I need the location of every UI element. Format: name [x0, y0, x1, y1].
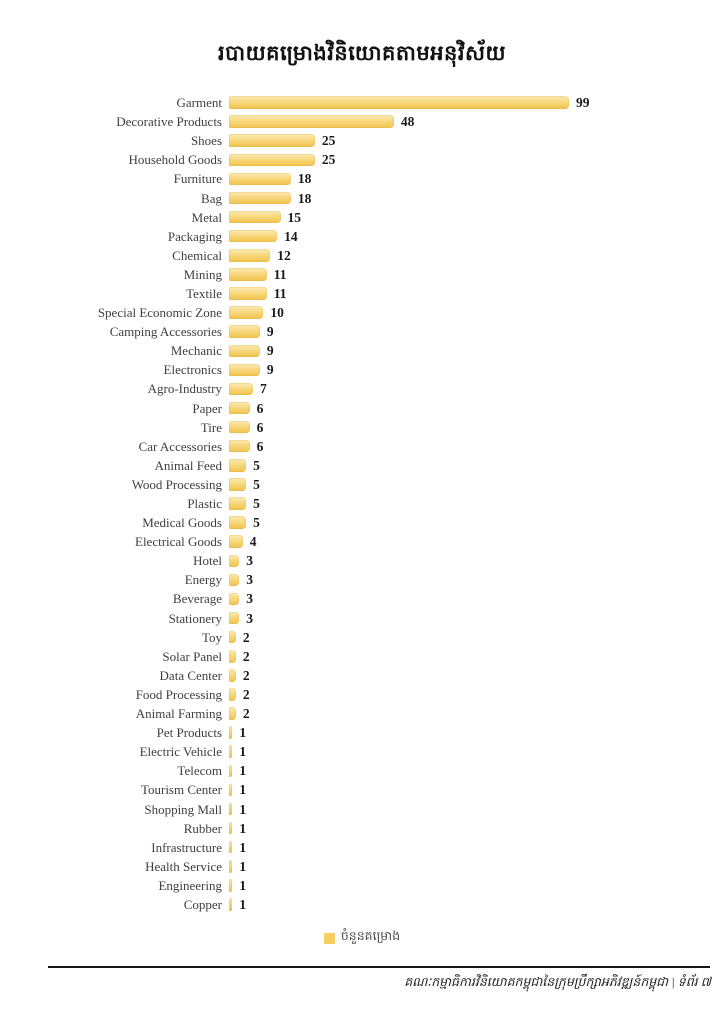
category-label: Hotel	[193, 553, 222, 569]
category-label: Electrical Goods	[135, 534, 222, 550]
value-label: 15	[287, 209, 301, 225]
bar	[229, 364, 260, 377]
chart-row	[0, 570, 724, 589]
value-label: 4	[249, 534, 257, 550]
bar-track	[229, 227, 298, 246]
bar	[229, 765, 232, 778]
bar	[229, 535, 243, 548]
category-label: Car Accessories	[138, 438, 222, 454]
bar-track	[229, 150, 335, 169]
chart-row	[0, 704, 724, 723]
bar	[229, 306, 263, 319]
bar-track	[229, 284, 287, 303]
chart-row	[0, 169, 724, 188]
value-label: 5	[253, 496, 260, 512]
chart-row	[0, 838, 724, 857]
value-label: 6	[256, 438, 264, 454]
bar	[229, 631, 236, 644]
chart-rows	[0, 93, 724, 914]
category-label: Agro-Industry	[147, 381, 222, 397]
bar	[229, 230, 277, 243]
category-label: Garment	[176, 95, 222, 111]
bar-track	[229, 609, 253, 628]
value-label: 2	[242, 648, 250, 664]
bar-track	[229, 360, 274, 379]
chart-row	[0, 494, 724, 513]
bar	[229, 421, 250, 434]
category-label: Stationery	[168, 610, 222, 626]
bar	[229, 516, 246, 529]
bar	[229, 841, 232, 854]
value-label: 10	[270, 305, 284, 321]
bar	[229, 96, 569, 109]
category-label: Mining	[183, 266, 222, 282]
bar-chart	[0, 93, 724, 914]
bar-track	[229, 475, 260, 494]
category-label: Toy	[201, 629, 222, 645]
category-label: Animal Feed	[154, 457, 222, 473]
category-label: Animal Farming	[135, 706, 222, 722]
bar	[229, 134, 315, 147]
chart-row	[0, 551, 724, 570]
bar-track	[229, 456, 260, 475]
value-label: 14	[284, 228, 298, 244]
bar-track	[229, 131, 335, 150]
category-label: Electric Vehicle	[139, 744, 222, 760]
bar-track	[229, 437, 263, 456]
bar	[229, 497, 246, 510]
chart-row	[0, 360, 724, 379]
value-label: 18	[297, 171, 312, 187]
category-label: Shopping Mall	[144, 801, 222, 817]
bar-track	[229, 341, 274, 360]
chart-row	[0, 303, 724, 322]
bar-track	[229, 742, 246, 761]
footer-divider	[48, 966, 710, 968]
value-label: 1	[239, 820, 247, 836]
value-label: 1	[239, 877, 247, 893]
category-label: Data Center	[159, 667, 222, 683]
bar	[229, 860, 232, 873]
legend-label: ចំនួនគម្រោង	[340, 929, 401, 943]
chart-row	[0, 93, 724, 112]
category-label: Tourism Center	[140, 782, 222, 798]
value-label: 99	[576, 95, 590, 111]
bar-track	[229, 513, 260, 532]
bar	[229, 211, 281, 224]
bar-track	[229, 589, 253, 608]
chart-row	[0, 799, 724, 818]
bar-track	[229, 876, 246, 895]
bar	[229, 574, 239, 587]
value-label: 3	[246, 591, 254, 607]
chart-row	[0, 341, 724, 360]
bar	[229, 345, 260, 358]
value-label: 18	[297, 190, 312, 206]
bar	[229, 402, 250, 415]
category-label: Beverage	[172, 591, 222, 607]
value-label: 6	[256, 400, 264, 416]
bar-track	[229, 799, 246, 818]
chart-row	[0, 895, 724, 914]
category-label: Food Processing	[135, 686, 222, 702]
bar-track	[229, 303, 284, 322]
bar-track	[229, 666, 250, 685]
category-label: Shoes	[190, 133, 222, 149]
bar-track	[229, 780, 246, 799]
category-label: Electronics	[163, 362, 222, 378]
chart-legend	[0, 929, 724, 947]
bar-track	[229, 857, 246, 876]
chart-row	[0, 780, 724, 799]
bar	[229, 325, 260, 338]
category-label: Chemical	[172, 247, 222, 263]
bar-track	[229, 628, 250, 647]
bar	[229, 154, 315, 167]
bar-track	[229, 494, 260, 513]
bar	[229, 249, 270, 262]
chart-row	[0, 284, 724, 303]
category-label: Household Goods	[128, 152, 222, 168]
bar-track	[229, 704, 250, 723]
category-label: Furniture	[173, 171, 222, 187]
category-label: Medical Goods	[142, 515, 222, 531]
bar	[229, 478, 246, 491]
chart-row	[0, 188, 724, 207]
value-label: 1	[239, 801, 247, 817]
bar-track	[229, 418, 263, 437]
category-label: Wood Processing	[131, 476, 222, 492]
bar	[229, 287, 267, 300]
chart-row	[0, 379, 724, 398]
value-label: 9	[266, 324, 274, 340]
category-label: Decorative Products	[116, 114, 222, 130]
bar	[229, 688, 236, 701]
value-label: 2	[242, 667, 250, 683]
category-label: Health Service	[145, 858, 222, 874]
value-label: 5	[253, 457, 260, 473]
chart-row	[0, 647, 724, 666]
bar-track	[229, 895, 246, 914]
bar-track	[229, 647, 250, 666]
chart-row	[0, 685, 724, 704]
chart-row	[0, 513, 724, 532]
bar-track	[229, 761, 246, 780]
chart-row	[0, 265, 724, 284]
chart-row	[0, 761, 724, 780]
chart-row	[0, 399, 724, 418]
value-label: 9	[266, 343, 274, 359]
chart-row	[0, 131, 724, 150]
category-label: Infrastructure	[151, 839, 222, 855]
bar-track	[229, 723, 246, 742]
bar-track	[229, 551, 253, 570]
value-label: 11	[273, 266, 287, 282]
category-label: Engineering	[158, 877, 222, 893]
bar-track	[229, 246, 291, 265]
bar-track	[229, 265, 287, 284]
chart-row	[0, 742, 724, 761]
chart-row	[0, 857, 724, 876]
bar	[229, 726, 232, 739]
chart-row	[0, 208, 724, 227]
chart-row	[0, 609, 724, 628]
bar-track	[229, 188, 311, 207]
category-label: Solar Panel	[162, 648, 222, 664]
bar-track	[229, 208, 301, 227]
bar	[229, 745, 232, 758]
value-label: 2	[242, 629, 250, 645]
category-label: Special Economic Zone	[97, 305, 222, 321]
bar-track	[229, 685, 250, 704]
bar	[229, 669, 236, 682]
value-label: 3	[246, 553, 254, 569]
bar	[229, 383, 253, 396]
bar-track	[229, 169, 311, 188]
bar	[229, 879, 232, 892]
category-label: Rubber	[183, 820, 222, 836]
bar-track	[229, 379, 267, 398]
bar-track	[229, 838, 246, 857]
chart-row	[0, 819, 724, 838]
chart-row	[0, 475, 724, 494]
value-label: 12	[277, 247, 291, 263]
category-label: Bag	[201, 190, 222, 206]
bar	[229, 707, 236, 720]
bar	[229, 459, 246, 472]
bar	[229, 555, 239, 568]
bar	[229, 173, 291, 186]
chart-row	[0, 227, 724, 246]
bar	[229, 650, 236, 663]
value-label: 2	[242, 706, 250, 722]
category-label: Pet Products	[156, 725, 222, 741]
category-label: Metal	[191, 209, 222, 225]
value-label: 7	[260, 381, 267, 397]
value-label: 25	[321, 152, 336, 168]
category-label: Camping Accessories	[109, 324, 222, 340]
chart-row	[0, 876, 724, 895]
bar	[229, 822, 232, 835]
bar	[229, 803, 232, 816]
value-label: 5	[253, 515, 260, 531]
value-label: 11	[273, 285, 287, 301]
bar	[229, 593, 239, 606]
category-label: Packaging	[167, 228, 222, 244]
value-label: 1	[239, 744, 247, 760]
category-label: Copper	[183, 896, 222, 912]
bar-track	[229, 112, 414, 131]
value-label: 5	[253, 476, 260, 492]
bar	[229, 784, 232, 797]
chart-row	[0, 628, 724, 647]
value-label: 48	[400, 114, 415, 130]
chart-row	[0, 723, 724, 742]
value-label: 2	[242, 686, 250, 702]
category-label: Energy	[184, 572, 222, 588]
bar-track	[229, 819, 246, 838]
bar	[229, 115, 394, 128]
category-label: Telecom	[177, 763, 222, 779]
value-label: 3	[246, 610, 254, 626]
chart-row	[0, 456, 724, 475]
chart-row	[0, 532, 724, 551]
footer-text: គណៈកម្មាធិការវិនិយោគកម្ពុជានៃក្រុមប្រឹក្សាអភិវឌ្ឍន៍កម្ពុជា | ទំព័រ ៧	[404, 975, 711, 989]
category-label: Tire	[200, 419, 222, 435]
value-label: 1	[239, 782, 247, 798]
bar	[229, 268, 267, 281]
bar-track	[229, 399, 263, 418]
category-label: Plastic	[187, 496, 222, 512]
value-label: 1	[239, 763, 247, 779]
value-label: 1	[239, 839, 247, 855]
bar-track	[229, 93, 590, 112]
bar-track	[229, 322, 274, 341]
bar	[229, 898, 232, 911]
bar	[229, 440, 250, 453]
bar-track	[229, 570, 253, 589]
bar-track	[229, 532, 256, 551]
category-label: Paper	[192, 400, 222, 416]
chart-row	[0, 322, 724, 341]
bar	[229, 192, 291, 205]
chart-row	[0, 589, 724, 608]
chart-row	[0, 112, 724, 131]
value-label: 1	[239, 858, 247, 874]
value-label: 25	[321, 133, 336, 149]
chart-title: របាយគម្រោងវិនិយោគតាមអនុវិស័យ	[217, 41, 507, 65]
legend-swatch-icon	[324, 933, 335, 944]
chart-row	[0, 150, 724, 169]
category-label: Mechanic	[170, 343, 222, 359]
chart-row	[0, 666, 724, 685]
value-label: 9	[266, 362, 274, 378]
value-label: 6	[256, 419, 264, 435]
value-label: 1	[239, 725, 247, 741]
chart-row	[0, 246, 724, 265]
value-label: 1	[239, 896, 247, 912]
chart-row	[0, 418, 724, 437]
value-label: 3	[246, 572, 254, 588]
category-label: Textile	[186, 285, 222, 301]
chart-row	[0, 437, 724, 456]
bar	[229, 612, 239, 625]
